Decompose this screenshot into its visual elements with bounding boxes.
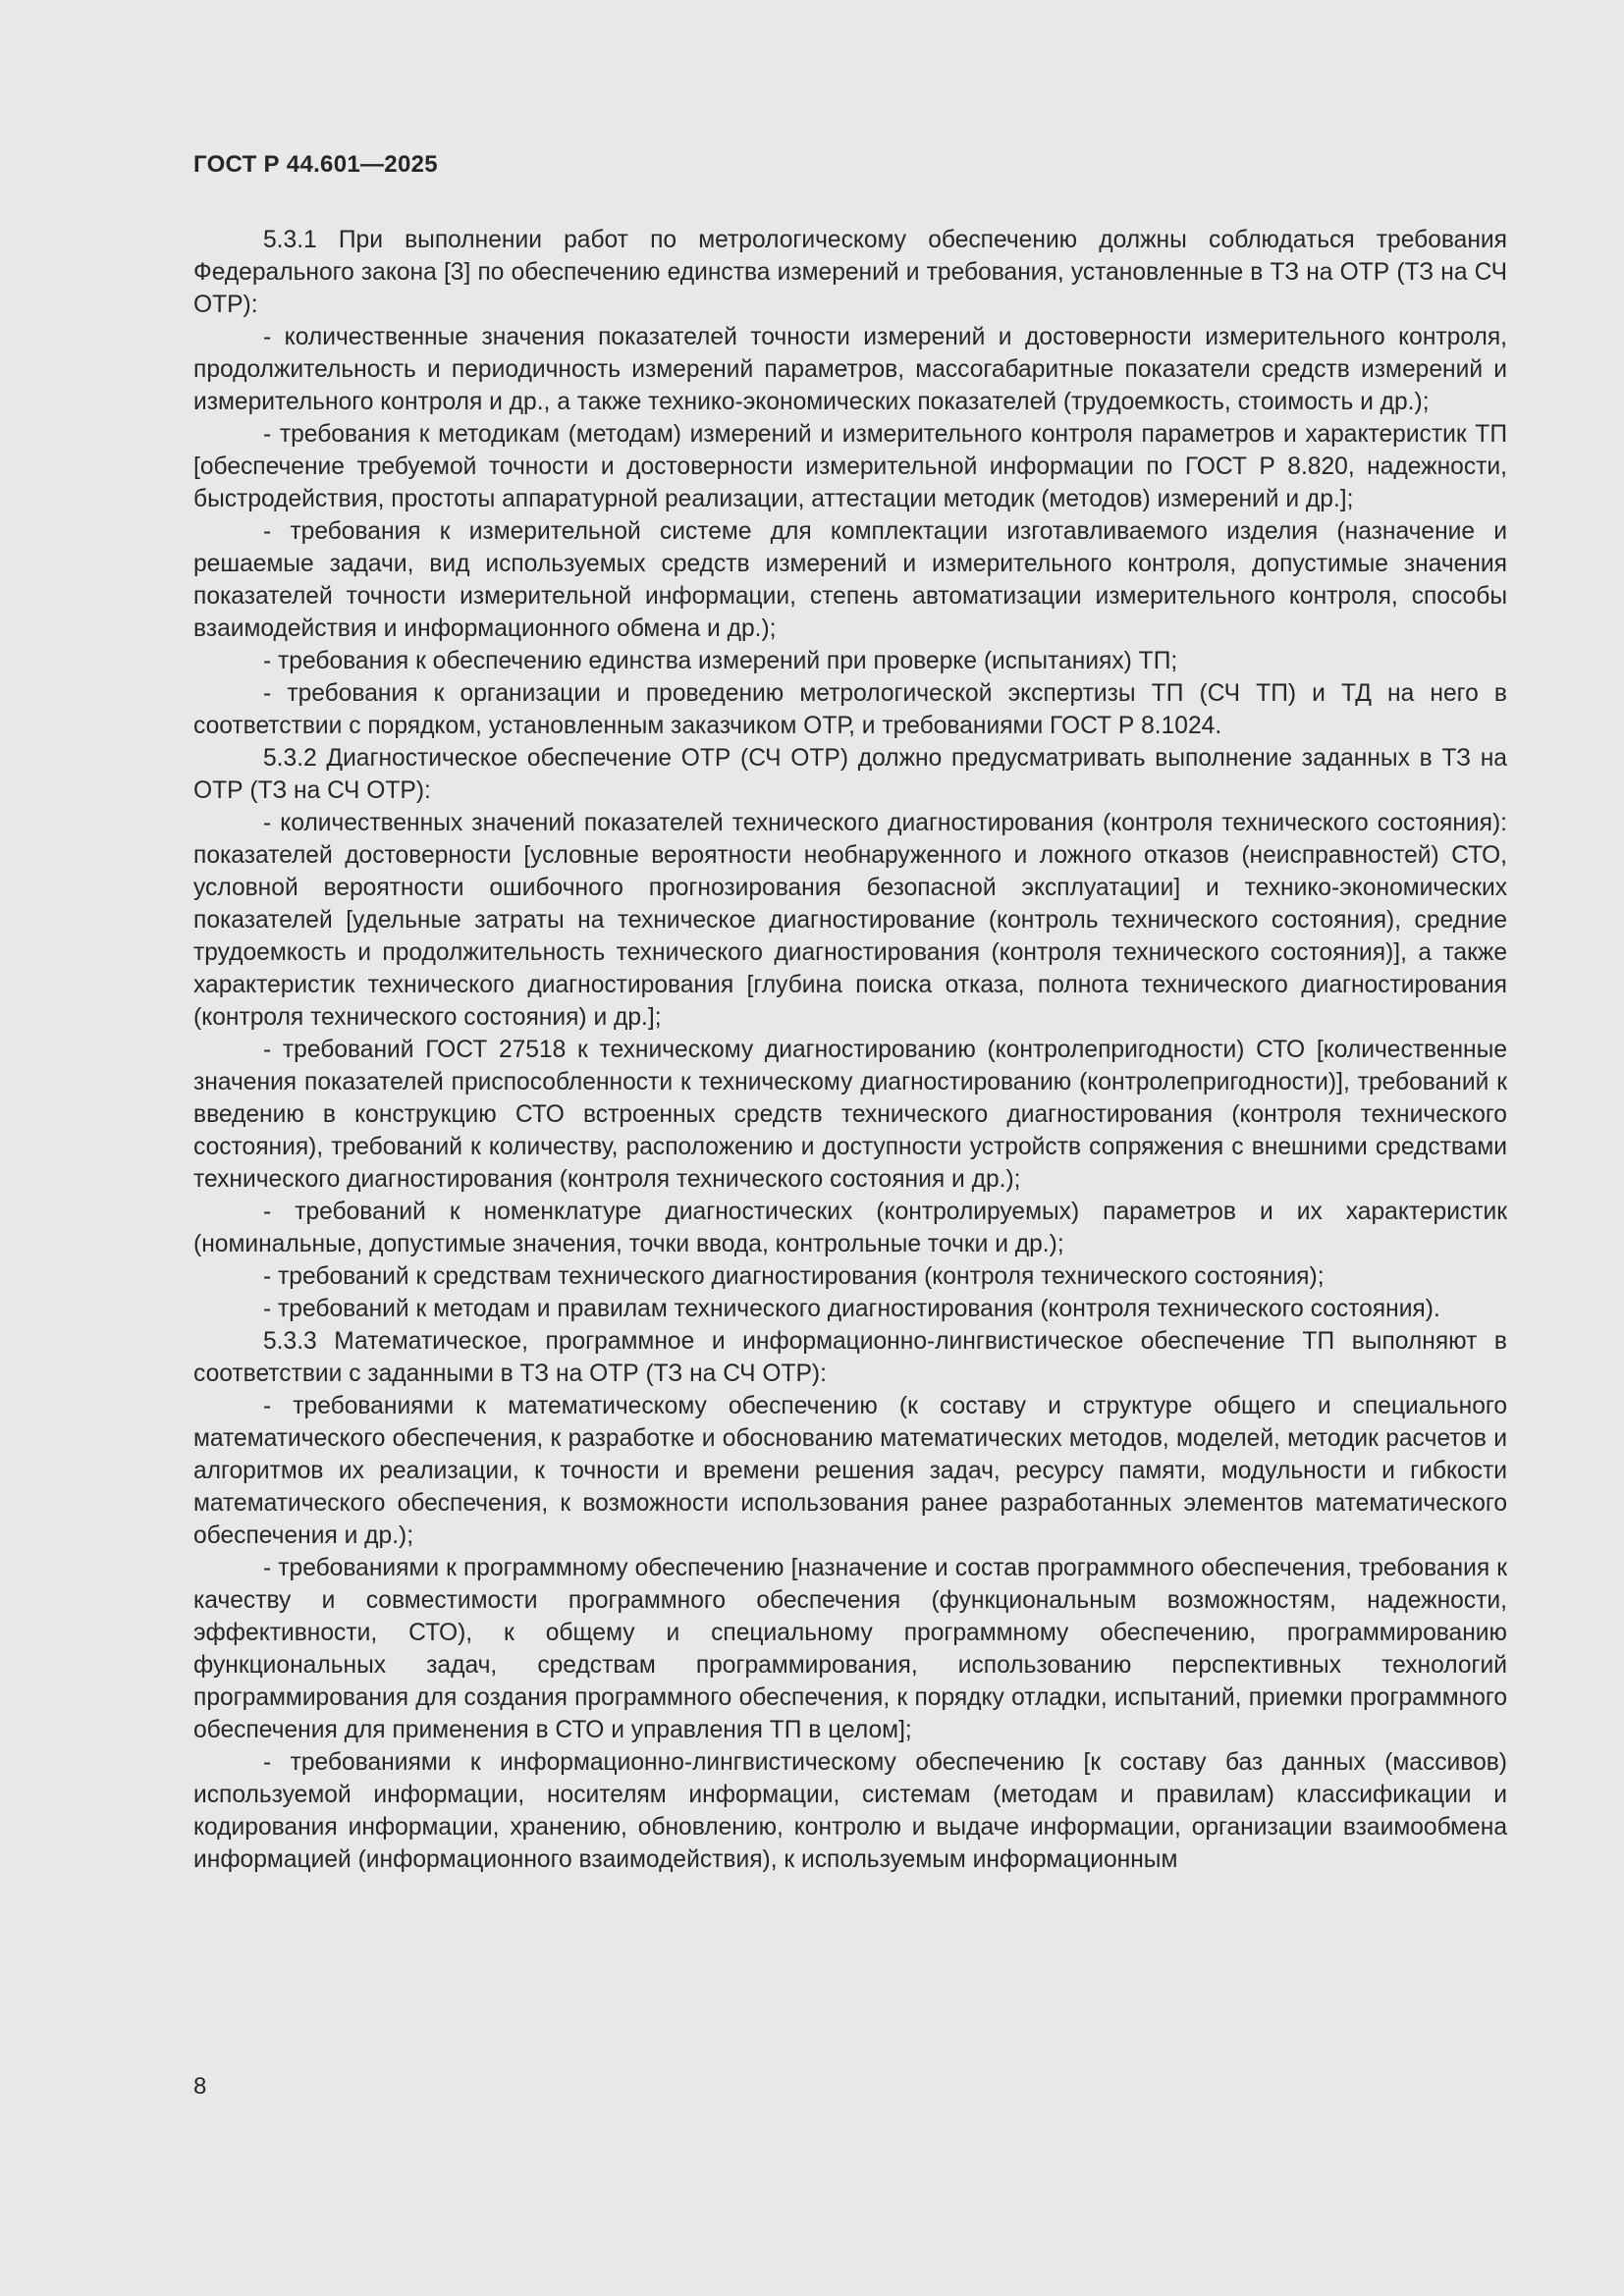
list-item: - требования к организации и проведению метрологической экспертизы ТП (СЧ ТП) и ТД на него в соответствии с порядком, установленным заказчиком ОТР, и требованиями ГОСТ Р 8.1024. (193, 680, 1507, 739)
list-item: - количественные значения показателей точности измерений и достоверности измерительного контроля, продолжительность и периодичность измерений параметров, массогабаритные показатели средств измерений и измерительного контроля и др., а также технико-экономических показателей (трудоемкость, стоимость и др.); (193, 324, 1507, 415)
list-item: - количественных значений показателей технического диагностирования (контроля технического состояния): показателей достоверности [условные вероятности необнаруженного и ложного отказов (неисправностей) СТО, условной вероятности ошибочного прогнозирования безопасной эксплуатации] и технико-экономических показателей [удельные затраты на техническое диагностирование (контроль технического состояния), средние трудоемкость и продолжительность технического диагностирования (контроля технического состояния)], а также характеристик технического диагностирования [глубина поиска отказа, полнота технического диагностирования (контроля технического состояния) и др.]; (193, 810, 1507, 1031)
paragraph-5-3-2: 5.3.2 Диагностическое обеспечение ОТР (СЧ ОТР) должно предусматривать выполнение заданных в ТЗ на ОТР (ТЗ на СЧ ОТР): (193, 745, 1507, 804)
list-item: - требования к измерительной системе для комплектации изготавливаемого изделия (назначение и решаемые задачи, вид используемых средств измерений и измерительного контроля, допустимые значения показателей точности измерительной информации, степень автоматизации измерительного контроля, способы взаимодействия и информационного обмена и др.); (193, 518, 1507, 642)
standard-code-header: ГОСТ Р 44.601—2025 (193, 151, 438, 178)
list-item: - требования к методикам (методам) измерений и измерительного контроля параметров и характеристик ТП [обеспечение требуемой точности и достоверности измерительной информации по ГОСТ Р 8.820, надежности, быстродействия, простоты аппаратурной реализации, аттестации методик (методов) измерений и др.]; (193, 421, 1507, 512)
document-body (193, 224, 1507, 1876)
list-item: - требованиями к информационно-лингвистическому обеспечению [к составу баз данных (массивов) используемой информации, носителям информации, системам (методам и правилам) классификации и кодирования информации, хранению, обновлению, контролю и выдаче информации, организации взаимообмена информацией (информационного взаимодействия), к используемым информационным (193, 1749, 1507, 1873)
paragraph-5-3-3: 5.3.3 Математическое, программное и информационно-лингвистическое обеспечение ТП выполняют в соответствии с заданными в ТЗ на ОТР (ТЗ на СЧ ОТР): (193, 1328, 1507, 1387)
list-item: - требованиями к программному обеспечению [назначение и состав программного обеспечения, требования к качеству и совместимости программного обеспечения (функциональным возможностям, надежности, эффективности, СТО), к общему и специальному программному обеспечению, программированию функциональных задач, средствам программирования, использованию перспективных технологий программирования для создания программного обеспечения, к порядку отладки, испытаний, приемки программного обеспечения для применения в СТО и управления ТП в целом]; (193, 1555, 1507, 1743)
list-item: - требований к номенклатуре диагностических (контролируемых) параметров и их характеристик (номинальные, допустимые значения, точки ввода, контрольные точки и др.); (193, 1199, 1507, 1257)
page-number: 8 (193, 2073, 207, 2100)
list-item: - требованиями к математическому обеспечению (к составу и структуре общего и специального математического обеспечения, к разработке и обоснованию математических методов, моделей, методик расчетов и алгоритмов их реализации, к точности и времени решения задач, ресурсу памяти, модульности и гибкости математического обеспечения, к возможности использования ранее разработанных элементов математического обеспечения и др.); (193, 1393, 1507, 1549)
paragraph-5-3-1: 5.3.1 При выполнении работ по метрологическому обеспечению должны соблюдаться требования Федерального закона [3] по обеспечению единства измерений и требования, установленные в ТЗ на ОТР (ТЗ на СЧ ОТР): (193, 227, 1507, 318)
list-item: - требования к обеспечению единства измерений при проверке (испытаниях) ТП; (263, 648, 1178, 674)
list-item: - требований к методам и правилам технического диагностирования (контроля технического состояния). (263, 1296, 1440, 1322)
list-item: - требований к средствам технического диагностирования (контроля технического состояния); (263, 1263, 1325, 1290)
list-item: - требований ГОСТ 27518 к техническому диагностированию (контролепригодности) СТО [количественные значения показателей приспособленности к техническому диагностированию (контролепригодности)], требований к введению в конструкцию СТО встроенных средств технического диагностирования (контроля технического состояния), требований к количеству, расположению и доступности устройств сопряжения с внешними средствами технического диагностирования (контроля технического состояния и др.); (193, 1037, 1507, 1193)
